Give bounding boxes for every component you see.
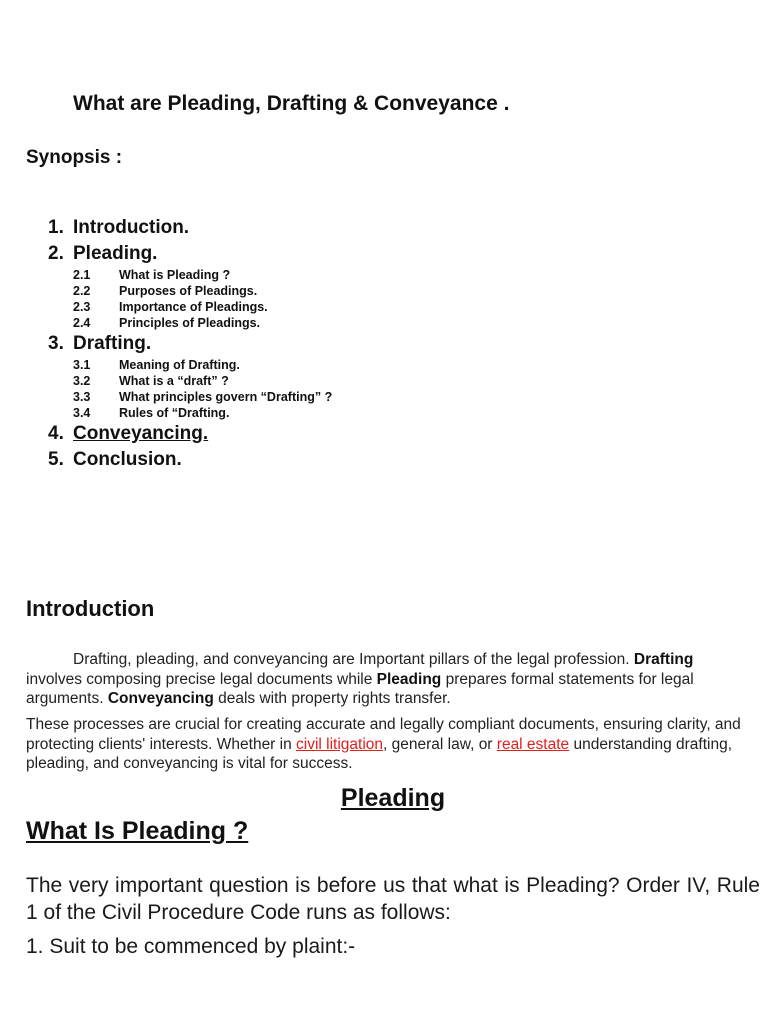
toc-subitem-label: What principles govern “Drafting” ? [119, 390, 333, 404]
toc-item-conveyancing [48, 421, 548, 447]
toc-item-conclusion [48, 447, 548, 473]
toc-item-number: 1. [48, 217, 64, 238]
toc-subitem-label: Purposes of Pleadings. [119, 284, 258, 298]
toc-item-label: Conveyancing. [73, 423, 209, 444]
toc-subitem-number: 3.3 [73, 390, 91, 404]
toc-item-drafting [48, 331, 548, 357]
toc-subitem-label: What is Pleading ? [119, 268, 231, 282]
synopsis-heading: Synopsis : [26, 147, 123, 168]
paragraph-text: Drafting, pleading, and conveyancing are Important pillars of the legal profession. [73, 651, 634, 668]
toc-item-number: 4. [48, 423, 64, 444]
toc-item-pleading [48, 241, 548, 267]
toc-subitem [48, 389, 548, 405]
toc-subitem-number: 2.4 [73, 316, 91, 330]
toc-subitem [48, 299, 548, 315]
toc-item-label: Drafting. [73, 333, 152, 354]
document-title: What are Pleading, Drafting & Conveyance . [73, 92, 510, 115]
toc-subitem [48, 283, 548, 299]
civil-litigation-link[interactable]: civil litigation [296, 735, 384, 753]
introduction-paragraph-2 [26, 715, 746, 774]
table-of-contents [48, 215, 548, 473]
toc-item-number: 5. [48, 449, 64, 470]
paragraph-text: These processes are crucial for creating accurate and legally compliant documents, ensuring clarity, and protecting clients' interests. Whether in [26, 716, 741, 753]
toc-item-number: 3. [48, 333, 64, 354]
toc-subitem-label: Importance of Pleadings. [119, 300, 268, 314]
toc-subitem-number: 2.2 [73, 284, 91, 298]
paragraph-text: , general law, or [383, 735, 497, 753]
paragraph-text: understanding drafting, pleading, and conveyancing is vital for success. [26, 735, 733, 772]
toc-subitem-number: 2.3 [73, 300, 91, 314]
toc-subitem [48, 373, 548, 389]
toc-subitem-number: 3.1 [73, 358, 91, 372]
toc-subitem [48, 267, 548, 283]
toc-subitem [48, 357, 548, 373]
toc-item-label: Introduction. [73, 217, 190, 238]
toc-item-label: Conclusion. [73, 449, 182, 470]
introduction-heading: Introduction [26, 596, 155, 621]
real-estate-link[interactable]: real estate [496, 735, 570, 753]
toc-subitem-label: Meaning of Drafting. [119, 358, 240, 372]
toc-subitem-label: Principles of Pleadings. [119, 316, 261, 330]
toc-subitem-label: Rules of “Drafting. [119, 406, 230, 420]
bold-term-drafting: Drafting [633, 651, 694, 668]
paragraph-text: involves composing precise legal documents while [26, 670, 377, 688]
introduction-paragraph-1 [26, 650, 746, 709]
bold-term-conveyancing: Conveyancing [107, 690, 214, 707]
toc-subitem [48, 315, 548, 331]
what-is-pleading-heading: What Is Pleading ? [26, 817, 249, 845]
paragraph-text: deals with property rights transfer. [213, 690, 451, 707]
pleading-body-paragraph: The very important question is before us that what is Pleading? Order IV, Rule 1 of the Civil Procedure Code runs as follows: [26, 874, 760, 924]
toc-item-introduction [48, 215, 548, 241]
toc-subitem-number: 3.4 [73, 406, 91, 420]
toc-item-number: 2. [48, 243, 64, 264]
toc-subitem-number: 3.2 [73, 374, 91, 388]
pleading-heading: Pleading [340, 784, 446, 812]
toc-item-label: Pleading. [73, 243, 158, 264]
toc-subitem-number: 2.1 [73, 268, 91, 282]
toc-subitem [48, 405, 548, 421]
paragraph-text: prepares formal statements for legal arguments. [26, 670, 694, 707]
bold-term-pleading: Pleading [376, 670, 442, 688]
toc-subitem-label: What is a “draft” ? [119, 374, 229, 388]
pleading-list-item: 1. Suit to be commenced by plaint:- [26, 935, 356, 958]
